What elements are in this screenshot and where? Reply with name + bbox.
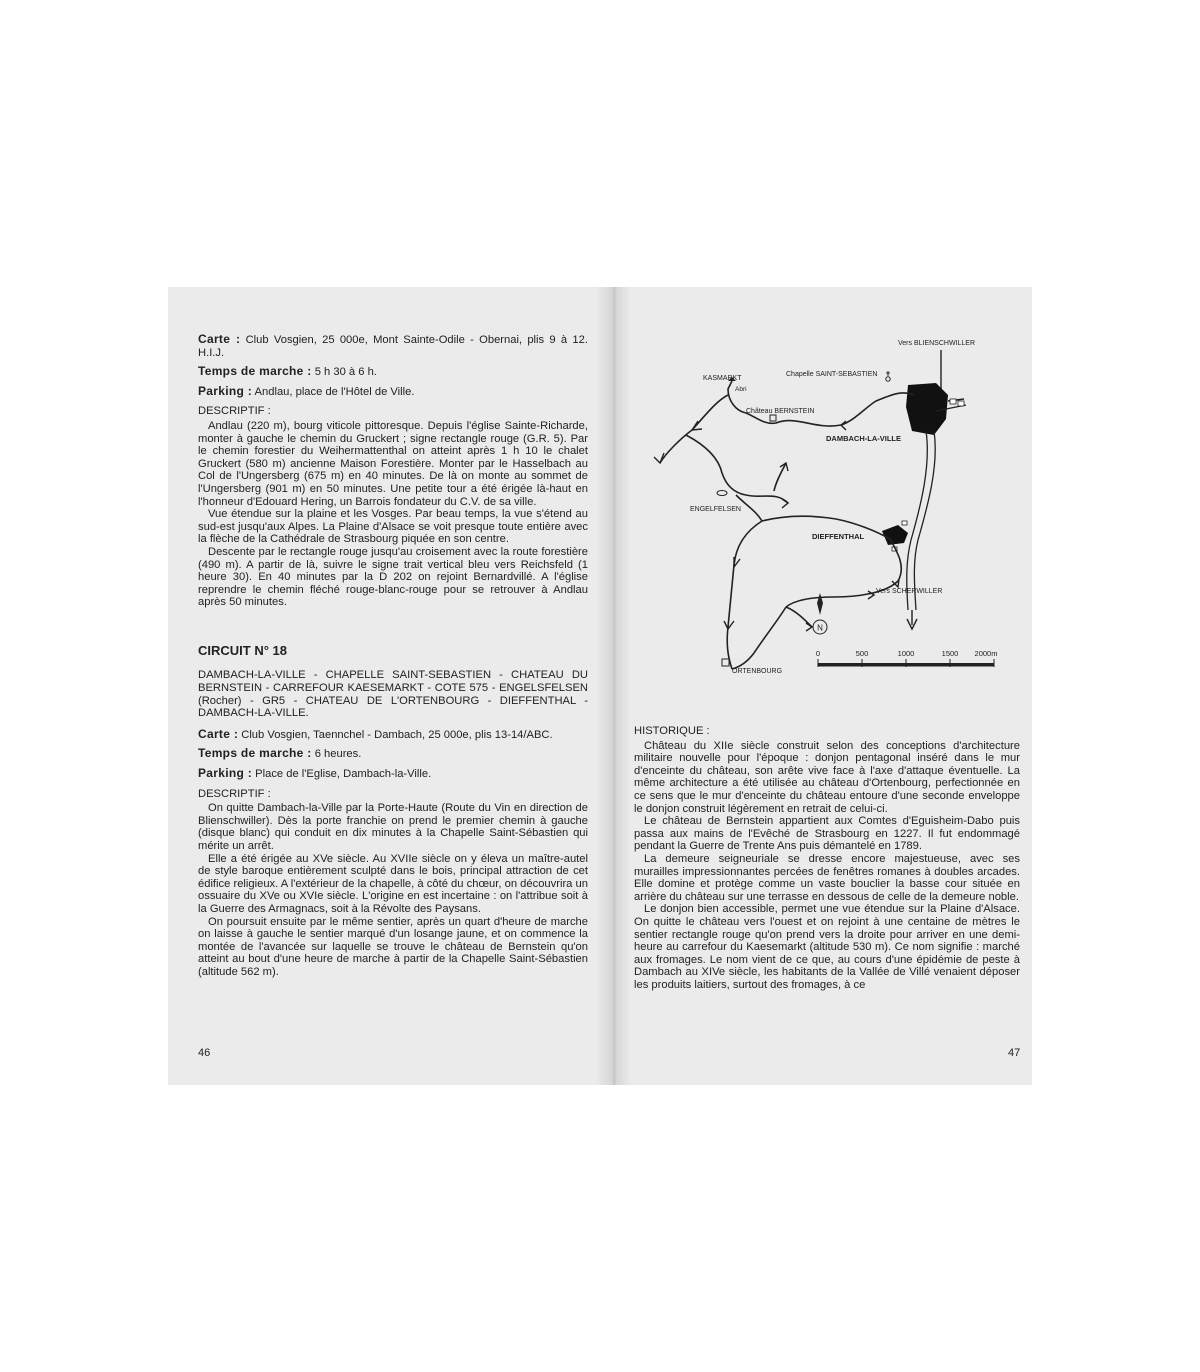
trail-segment (686, 435, 788, 503)
book-spread (168, 287, 1032, 1085)
trail-segment (732, 607, 786, 669)
arrow-icon (806, 623, 812, 631)
carte2-label: Carte : (198, 726, 239, 741)
descriptif2-heading: DESCRIPTIF : (198, 787, 271, 800)
cross-icon (886, 371, 890, 376)
historique-heading: HISTORIQUE : (634, 725, 710, 737)
descriptif-heading: DESCRIPTIF : (198, 405, 271, 418)
building-icon (958, 401, 964, 406)
castle-icon (770, 415, 776, 421)
route-map (636, 335, 1016, 685)
parking-text: Andlau, place de l'Hôtel de Ville. (254, 385, 415, 398)
label-ortenbourg: ORTENBOURG (732, 668, 783, 675)
chapelle-icon (886, 377, 890, 381)
label-vers-blienschwiller: Vers BLIENSCHWILLER (898, 340, 976, 347)
book-gutter (596, 287, 632, 1085)
descriptif-paragraph: Descente par le rectangle rouge jusqu'au croisement avec la route forestière (490 m). A partir de là, suivre le signe trait vertical bleu vers Reichsfeld (1 heure 30). En 40 minutes par la D 202 on rejoint Bernardvillé. A l'église reprendre le chemin fléché rouge-blanc-rouge pour se retrouver à Andlau après 50 minutes. (198, 545, 588, 609)
parking-line (198, 385, 588, 399)
dieffenthal-village (882, 525, 908, 545)
circuit-title: CIRCUIT N° 18 (198, 642, 287, 658)
temps-label: Temps de marche : (198, 364, 312, 379)
descriptif2-paragraph: On quitte Dambach-la-Ville par la Porte-Haute (Route du Vin en direction de Blienschwiller). Dès la porte franchie on prend le premier chemin à gauche (disque blanc) qui conduit en dix minutes à la Chapelle Saint-Sébastien qui mérite un arrêt. (198, 802, 588, 852)
label-chapelle: Chapelle SAINT-SEBASTIEN (786, 371, 878, 378)
historique-paragraph: La demeure seigneuriale se dresse encore majestueuse, avec ses murailles impressionnantes percées de fenêtres romanes à doubles arcades. Elle domine et protège comme un vaste bouclier la basse cour située en arrière du château sur une terrasse en dessous de celle de la demeure noble. (634, 852, 1020, 903)
arrow-icon (841, 421, 846, 430)
left-page (198, 333, 588, 979)
carte-text: Club Vosgien, 25 000e, Mont Sainte-Odile - Obernai, plis 9 à 12. H.I.J. (198, 334, 588, 359)
carte-line (198, 333, 588, 359)
descriptif-paragraph: Andlau (220 m), bourg viticole pittoresque. Depuis l'église Sainte-Richarde, monter à gauche le chemin du Gruckert ; signe rectangle rouge (G.R. 5). Par le chemin forestier du Weihermattenthal on atteint après 1 h 10 le chalet Gruckert (580 m) ancienne Maison Forestière. Monter par le Hasselbach au Col de l'Ungersberg (675 m) en 40 minutes. De là on monte au sommet de l'Ungersberg (901 m) en 50 minutes. Une petite tour a été érigée là-haut en l'honneur d'Edouard Hering, un Barrois fondateur du C.V. de sa ville. (198, 419, 588, 508)
carte-label: Carte : (198, 332, 241, 346)
right-page (634, 725, 1020, 991)
trail-segment (786, 539, 901, 607)
label-kasmarkt: KASMARKT (703, 375, 742, 382)
building-icon (902, 521, 907, 525)
parking2-label: Parking : (198, 766, 253, 781)
trail-segment (727, 495, 762, 669)
label-chateau-bernstein: Château BERNSTEIN (746, 408, 815, 415)
trail-segment (660, 395, 728, 463)
trail-segment (728, 381, 914, 426)
parking2-line (198, 767, 588, 781)
scale-tick-label: 1000 (897, 649, 915, 658)
historique-paragraph: Le donjon bien accessible, permet une vue étendue sur la Plaine d'Alsace. On quitte le château vers l'ouest et on rejoint à une centaine de mètres le sentier rectangle rouge qu'on prend vers la droite pour arriver en une demi-heure au carrefour du Kaesemarkt (altitude 530 m). Ce nom signifie : marché aux fromages. Le nom vient de ce que, au cours d'une épidémie de peste à Dambach au XIVe siècle, les habitants de la Vallée de Villé venaient déposer les produits laitiers, surtout des fromages, à ce (634, 903, 1020, 991)
building-icon (950, 399, 956, 404)
scale-tick-label: 1500 (941, 649, 959, 658)
arrow-icon (654, 453, 664, 463)
label-vers-scherwiller: Vers SCHERWILLER (876, 588, 943, 595)
temps2-line (198, 747, 588, 761)
north-arrow-icon (817, 593, 823, 615)
label-abri: Abri (735, 386, 747, 393)
parking-label: Parking : (198, 383, 253, 398)
historique-paragraph: Château du XIIe siècle construit selon des conceptions d'architecture militaire nouvelle pour l'époque : donjon pentagonal inséré dans le mur d'enceinte du château, son arête vive face à l'axe d'attaque éventuelle. La même architecture a été utilisée au château d'Ortenbourg, perfectionnée en ce sens que le mur d'enceinte du château entoure d'une seconde enveloppe le donjon construit légèrement en retrait de celui-ci. (634, 739, 1020, 815)
castle-icon (722, 659, 729, 666)
scale-tick-label: 0 (815, 649, 821, 658)
rock-icon (717, 491, 727, 496)
descriptif2-paragraph: On poursuit ensuite par le même sentier, après un quart d'heure de marche on laisse à gauche le sentier marqué d'un losange jaune, et on commence la montée de l'avancée sur laquelle se trouve le château de Bernstein qu'on atteint au bout d'une heure de marche à partir de la Chapelle Saint-Sébastien (altitude 562 m). (198, 915, 588, 978)
parking2-text: Place de l'Eglise, Dambach-la-Ville. (255, 768, 432, 781)
carte2-text: Club Vosgien, Taennchel - Dambach, 25 000e, plis 13-14/ABC. (241, 728, 553, 741)
descriptif2-paragraph: Elle a été érigée au XVe siècle. Au XVIIe siècle on y éleva un maître-autel de style baroque entièrement sculpté dans le bois, principal attraction de cet édifice religieux. A l'extérieur de la chapelle, à côté du chœur, on découvrira un ossuaire du XVe ou XVIe siècle. L'origine en est incertaine : on l'attribue soit à la Guerre des Armagnacs, soit à la Révolte des Paysans. (198, 852, 588, 915)
carte2-line (198, 728, 588, 742)
temps-line (198, 365, 588, 379)
road-south-a (907, 431, 928, 610)
temps2-label: Temps de marche : (198, 746, 312, 761)
road-south-b (914, 431, 935, 610)
historique-paragraph: Le château de Bernstein appartient aux Comtes d'Eguisheim-Dabo puis passa aux mains de l'Evêché de Strasbourg en 1227. Il fut endommagé pendant la Guerre de Trente Ans puis démantelé en 1789. (634, 815, 1020, 853)
arrow-icon (782, 499, 788, 508)
scale-tick-label: 2000m (974, 649, 998, 658)
page-number-left: 46 (198, 1047, 211, 1059)
label-engelfelsen: ENGELFELSEN (690, 506, 741, 513)
page-number-right: 47 (1008, 1047, 1021, 1059)
scale-tick-label: 500 (855, 649, 869, 658)
dambach-town-block (906, 383, 948, 435)
circuit-route: DAMBACH-LA-VILLE - CHAPELLE SAINT-SEBASTIEN - CHATEAU DU BERNSTEIN - CARREFOUR KAESEMARKT - COTE 575 - ENGELSFELSEN (Rocher) - GR5 - CHATEAU DE L'ORTENBOURG - DIEFFENTHAL - DAMBACH-LA-VILLE. (198, 669, 588, 720)
north-label: N (817, 623, 823, 633)
descriptif-paragraph: Vue étendue sur la plaine et les Vosges. Par beau temps, la vue s'étend au sud-est jusqu'aux Alpes. La Plaine d'Alsace se voit presque toute entière avec la flèche de la Cathédrale de Strasbourg piquée en son centre. (198, 508, 588, 546)
label-dieffenthal: DIEFFENTHAL (812, 532, 865, 541)
temps-text: 5 h 30 à 6 h. (314, 366, 377, 379)
trail-segment (774, 463, 786, 491)
label-dambach: DAMBACH-LA-VILLE (826, 434, 901, 443)
temps2-text: 6 heures. (314, 748, 362, 761)
